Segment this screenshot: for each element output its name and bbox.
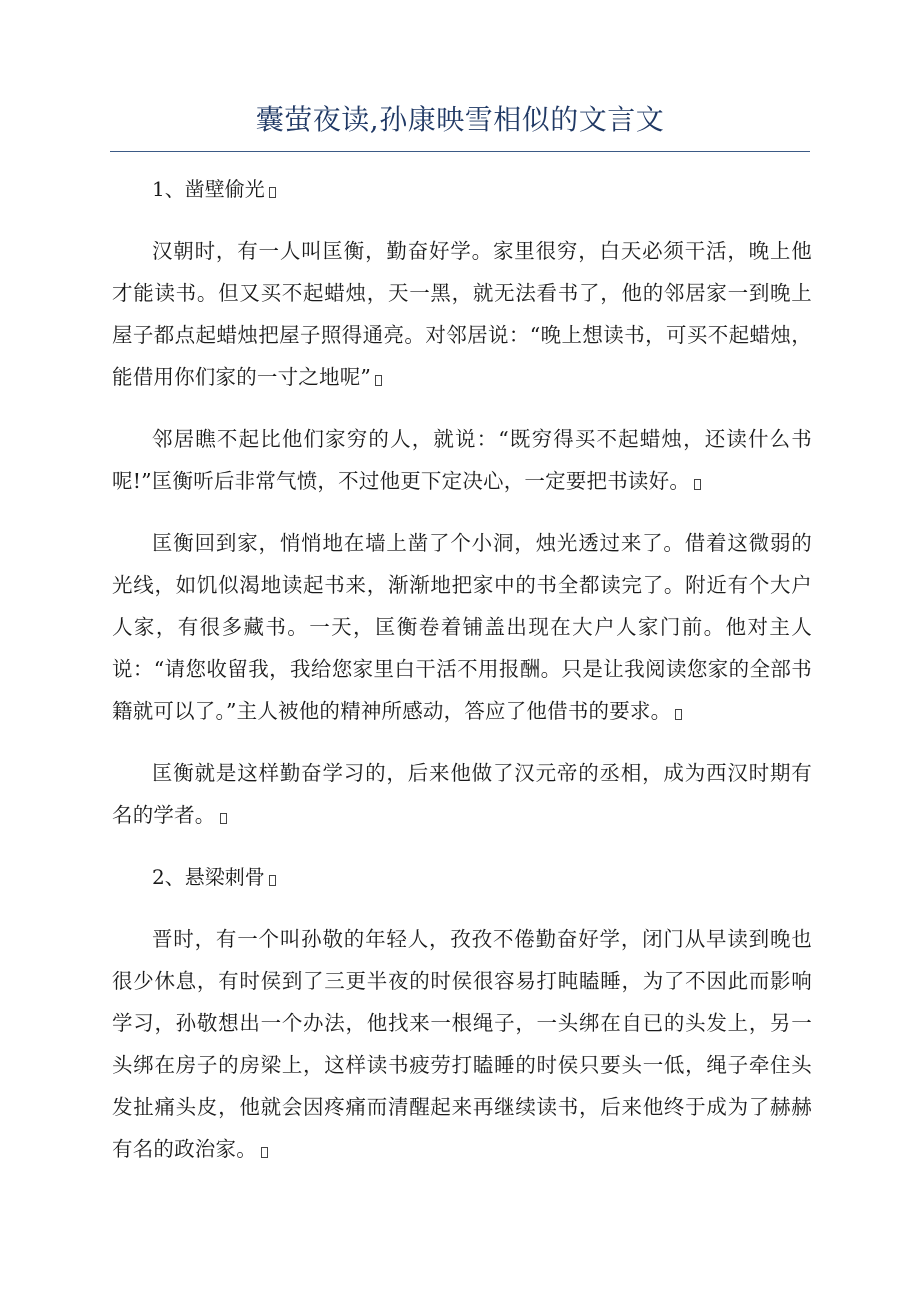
- paragraph-mark-icon: [694, 479, 701, 490]
- paragraph: 邻居瞧不起比他们家穷的人，就说：“既穷得买不起蜡烛，还读什么书呢!”匡衡听后非常气愤，不过他更下定决心，一定要把书读好。: [112, 427, 812, 493]
- paragraph: 汉朝时，有一人叫匡衡，勤奋好学。家里很穷，白天必须干活，晚上他才能读书。但又买不起蜡烛，天一黑，就无法看书了，他的邻居家一到晚上屋子都点起蜡烛把屋子照得通亮。对邻居说：“晚上想读书，可买不起蜡烛，能借用你们家的一寸之地呢”: [112, 239, 812, 389]
- paragraph: 晋时，有一个叫孙敬的年轻人，孜孜不倦勤奋好学，闭门从早读到晚也很少休息，有时侯到了三更半夜的时侯很容易打盹瞌睡，为了不因此而影响学习，孙敬想出一个办法，他找来一根绳子，一头绑在自已的头发上，另一头绑在房子的房梁上，这样读书疲劳打瞌睡的时侯只要头一低，绳子牵住头发扯痛头皮，他就会因疼痛而清醒起来再继续读书，后来他终于成为了赫赫有名的政治家。: [112, 927, 812, 1161]
- paragraph-mark-icon: [269, 875, 276, 886]
- paragraph-mark-icon: [675, 709, 682, 720]
- paragraph-mark-icon: [220, 813, 227, 824]
- section-heading: 1、凿壁偷光: [112, 168, 812, 210]
- section-heading: 2、悬梁刺骨: [112, 856, 812, 898]
- document-title: 囊萤夜读,孙康映雪相似的文言文: [255, 103, 665, 136]
- title-underline: [110, 151, 810, 152]
- paragraph-mark-icon: [261, 1147, 268, 1158]
- paragraph-mark-icon: [269, 187, 276, 198]
- paragraph: 匡衡就是这样勤奋学习的，后来他做了汉元帝的丞相，成为西汉时期有名的学者。: [112, 761, 812, 827]
- document-body: [112, 168, 812, 1170]
- paragraph: 匡衡回到家，悄悄地在墙上凿了个小洞，烛光透过来了。借着这微弱的光线，如饥似渴地读起书来，渐渐地把家中的书全都读完了。附近有个大户人家，有很多藏书。一天，匡衡卷着铺盖出现在大户人家门前。他对主人说：“请您收留我，我给您家里白干活不用报酬。只是让我阅读您家的全部书籍就可以了。”主人被他的精神所感动，答应了他借书的要求。: [112, 531, 812, 723]
- paragraph-mark-icon: [375, 375, 382, 386]
